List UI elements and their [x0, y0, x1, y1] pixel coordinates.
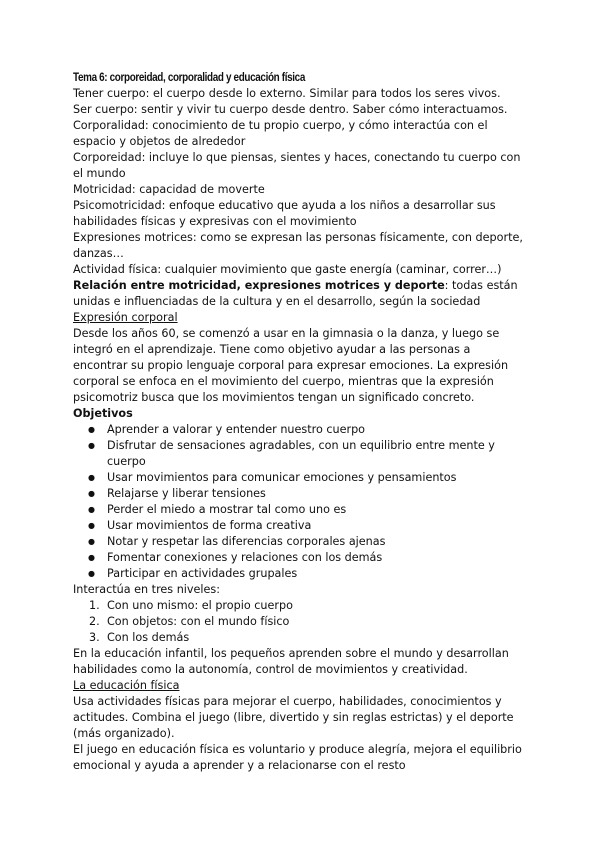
relation-paragraph	[73, 278, 528, 310]
educacion-fisica-paragraph-1: Usa actividades físicas para mejorar el cuerpo, habilidades, conocimientos y actitudes. Combina el juego (libre, divertido y sin reglas estrictas) y el deporte (más organizado).	[73, 695, 514, 740]
definition-expresiones-motrices: Expresiones motrices: como se expresan las personas físicamente, con deporte, danzas…	[73, 231, 523, 260]
document-title: Tema 6: corporeidad, corporalidad y educación física	[73, 72, 306, 84]
list-item: ● Aprender a valorar y entender nuestro cuerpo	[73, 422, 528, 438]
list-item: ● Notar y respetar las diferencias corporales ajenas	[73, 534, 528, 550]
definition-actividad-fisica: Actividad física: cualquier movimiento que gaste energía (caminar, correr…)	[73, 263, 502, 276]
relation-rest: : todas están unidas e influenciadas de la cultura y en el desarrollo, según la sociedad	[73, 279, 518, 308]
list-item: ● Usar movimientos de forma creativa	[73, 518, 528, 534]
list-item	[73, 598, 528, 614]
infantil-paragraph: En la educación infantil, los pequeños aprenden sobre el mundo y desarrollan habilidades como la autonomía, control de movimientos y creatividad.	[73, 647, 509, 676]
list-item: ● Relajarse y liberar tensiones	[73, 486, 528, 502]
list-number: 2.	[89, 615, 100, 628]
definition-motricidad: Motricidad: capacidad de moverte	[73, 183, 265, 196]
list-number: 3.	[89, 631, 100, 644]
document-page	[73, 70, 528, 774]
list-text: Con uno mismo: el propio cuerpo	[107, 599, 293, 612]
niveles-intro: Interactúa en tres niveles:	[73, 583, 220, 596]
list-item: ● Perder el miedo a mostrar tal como uno es	[73, 502, 528, 518]
list-item: ● Disfrutar de sensaciones agradables, con un equilibrio entre mente y cuerpo	[73, 438, 528, 470]
educacion-fisica-paragraph-2: El juego en educación física es voluntario y produce alegría, mejora el equilibrio emocional y ayuda a aprender y a relacionarse con el resto	[73, 743, 522, 772]
list-item	[73, 630, 528, 646]
niveles-list	[73, 598, 528, 646]
definition-psicomotricidad: Psicomotricidad: enfoque educativo que ayuda a los niños a desarrollar sus habilidades físicas y expresivas con el movimiento	[73, 199, 496, 228]
list-number: 1.	[89, 599, 100, 612]
definition-corporeidad: Corporeidad: incluye lo que piensas, sientes y haces, conectando tu cuerpo con el mundo	[73, 151, 521, 180]
expresion-heading: Expresión corporal	[73, 311, 178, 324]
list-text: Con los demás	[107, 631, 190, 644]
relation-bold: Relación entre motricidad, expresiones motrices y deporte	[73, 279, 445, 292]
objetivos-heading: Objetivos	[73, 407, 133, 420]
definition-corporalidad: Corporalidad: conocimiento de tu propio cuerpo, y cómo interactúa con el espacio y objetos de alrededor	[73, 119, 488, 148]
educacion-fisica-heading: La educación física	[73, 679, 180, 692]
list-item	[73, 614, 528, 630]
definition-tener-cuerpo: Tener cuerpo: el cuerpo desde lo externo. Similar para todos los seres vivos.	[73, 87, 501, 100]
expresion-paragraph: Desde los años 60, se comenzó a usar en la gimnasia o la danza, y luego se integró en el aprendizaje. Tiene como objetivo ayudar a las personas a encontrar su propio lenguaje corporal para expresar emociones. La expresión corporal se enfoca en el movimiento del cuerpo, mientras que la expresión psicomotriz busca que los movimientos tengan un significado concreto.	[73, 327, 509, 404]
objetivos-list	[73, 422, 528, 582]
list-text: Con objetos: con el mundo físico	[107, 615, 290, 628]
list-item: ● Participar en actividades grupales	[73, 566, 528, 582]
list-item: ● Usar movimientos para comunicar emociones y pensamientos	[73, 470, 528, 486]
list-item: ● Fomentar conexiones y relaciones con los demás	[73, 550, 528, 566]
definition-ser-cuerpo: Ser cuerpo: sentir y vivir tu cuerpo desde dentro. Saber cómo interactuamos.	[73, 103, 508, 116]
